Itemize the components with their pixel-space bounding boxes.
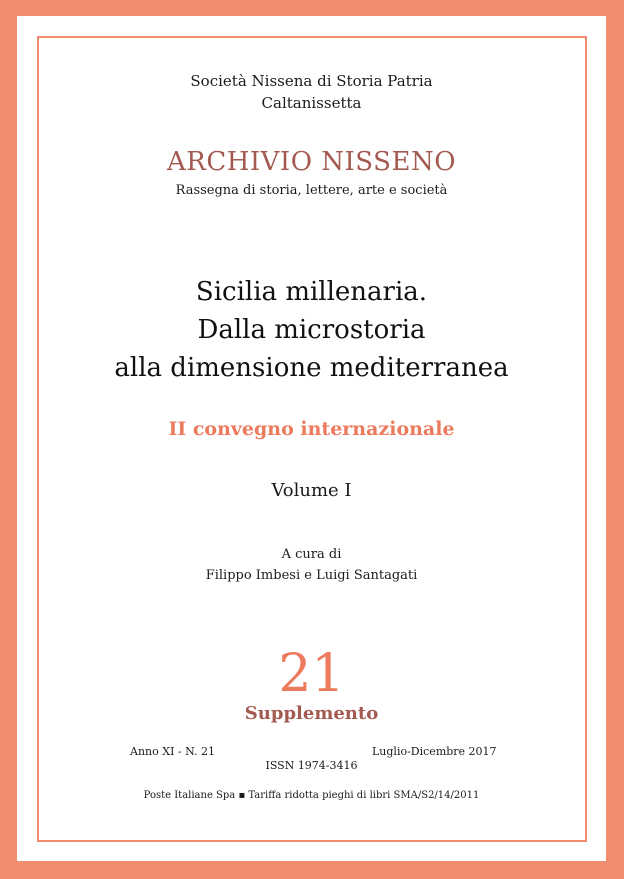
editors-label: A cura di bbox=[281, 547, 342, 562]
publisher-city: Caltanissetta bbox=[261, 94, 362, 112]
year-number: Anno XI - N. 21 bbox=[130, 745, 216, 758]
publisher-society: Società Nissena di Storia Patria bbox=[190, 72, 433, 90]
volume-label: Volume I bbox=[271, 480, 352, 501]
journal-title: ARCHIVIO NISSENO bbox=[166, 147, 457, 177]
journal-subtitle: Rassegna di storia, lettere, arte e società bbox=[175, 183, 448, 198]
issn: ISSN 1974-3416 bbox=[265, 759, 358, 772]
issue-number: 21 bbox=[278, 644, 345, 704]
conference-label: II convegno internazionale bbox=[168, 418, 455, 440]
issue-period: Luglio-Dicembre 2017 bbox=[372, 745, 497, 758]
issue-type: Supplemento bbox=[244, 703, 379, 724]
book-title-line-1: Sicilia millenaria. bbox=[195, 277, 428, 307]
book-title-line-2: Dalla microstoria bbox=[197, 315, 426, 345]
book-title-line-3: alla dimensione mediterranea bbox=[114, 353, 509, 383]
postal-note: Poste Italiane Spa ▪ Tariffa ridotta pieghi di libri SMA/S2/14/2011 bbox=[143, 790, 480, 801]
cover-panel bbox=[17, 16, 606, 861]
editors-names: Filippo Imbesi e Luigi Santagati bbox=[205, 568, 418, 583]
